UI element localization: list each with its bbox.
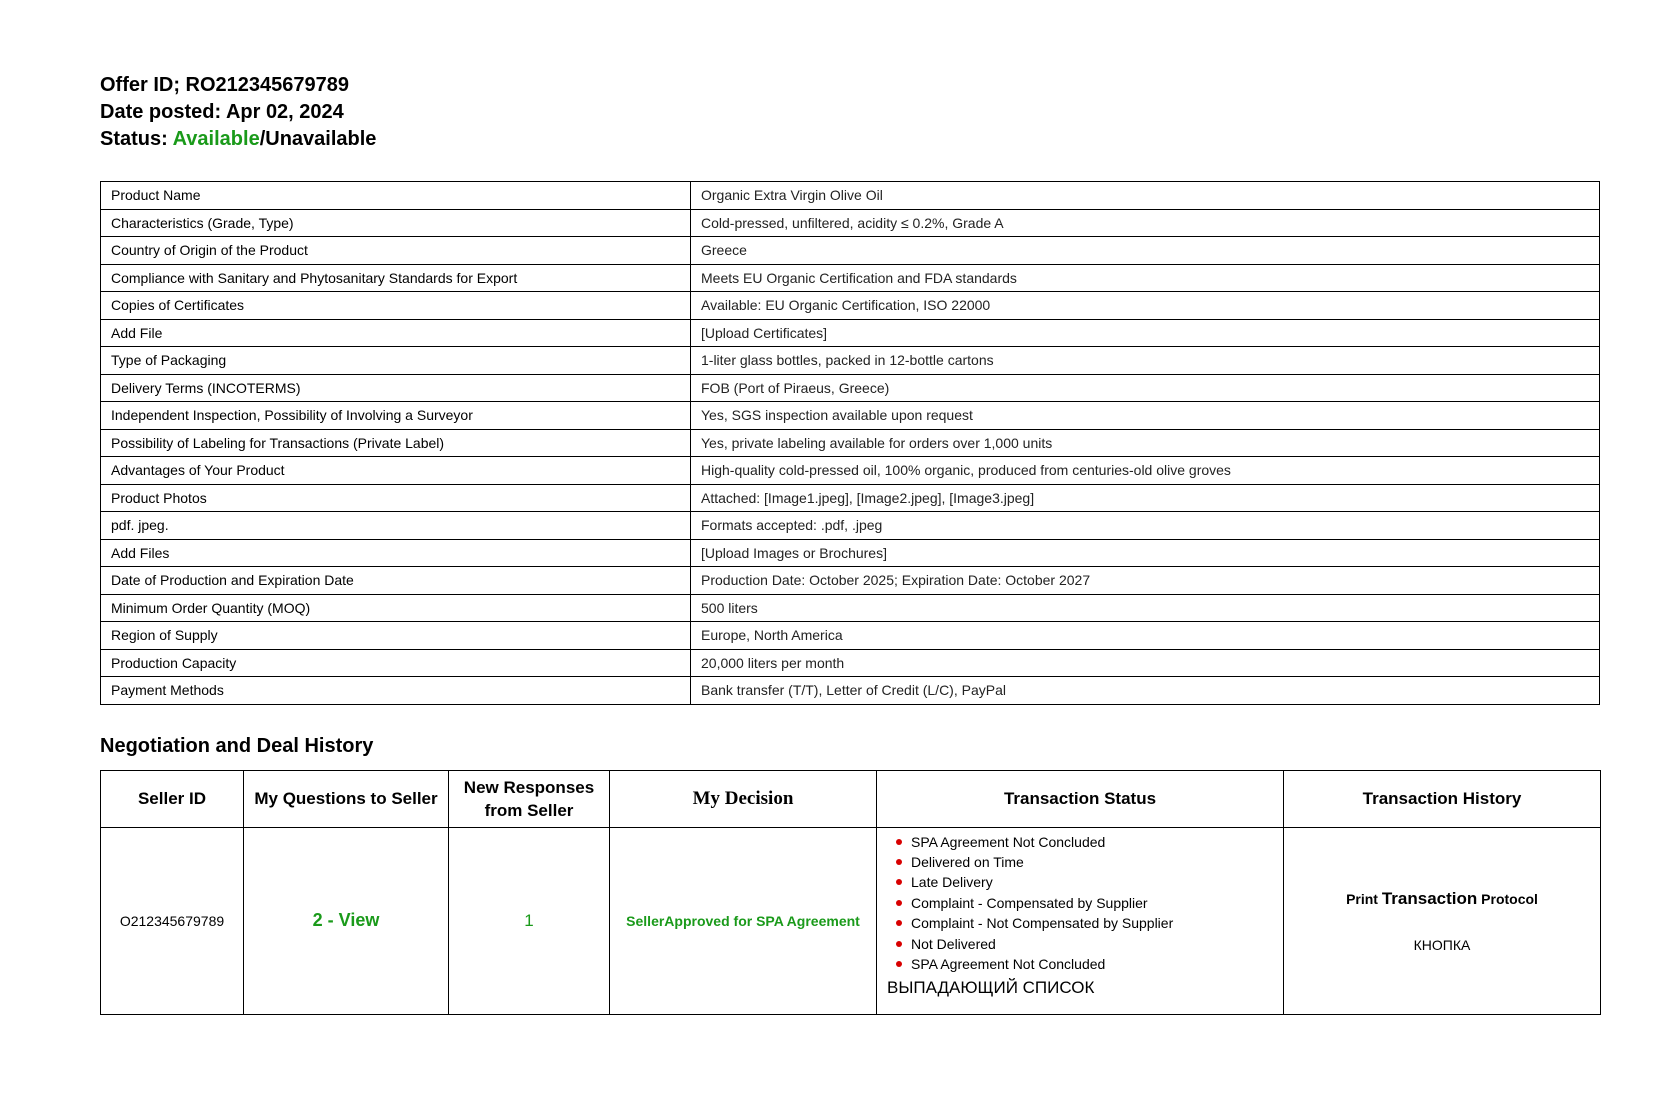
status-option[interactable] (911, 893, 1273, 913)
status-option-label: SPA Agreement Not Concluded (911, 955, 1106, 972)
spec-row (101, 567, 1600, 595)
status-option-label: SPA Agreement Not Concluded (911, 833, 1106, 850)
status-available[interactable]: Available (172, 128, 260, 150)
spec-label: Date of Production and Expiration Date (101, 567, 691, 595)
header-responses: New Responses from Seller (449, 770, 610, 827)
spec-row (101, 539, 1600, 567)
spec-label: Delivery Terms (INCOTERMS) (101, 374, 691, 402)
status-label: Status: (100, 128, 173, 150)
spec-value: [Upload Certificates] (691, 319, 1600, 347)
spec-row (101, 292, 1600, 320)
status-option[interactable] (911, 872, 1273, 892)
date-posted: Date posted: Apr 02, 2024 (100, 101, 344, 123)
status-unavailable[interactable]: /Unavailable (259, 128, 377, 150)
spec-row (101, 182, 1600, 210)
print-prefix: Print (1346, 890, 1378, 907)
offer-id: Offer ID; RO212345679789 (100, 74, 350, 96)
spec-value: Cold-pressed, unfiltered, acidity ≤ 0.2%, Grade A (691, 209, 1600, 237)
header-decision: My Decision (610, 770, 877, 827)
deal-header-row (101, 770, 1601, 827)
my-decision-cell: SellerApproved for SPA Agreement (610, 827, 877, 1014)
spec-value: Bank transfer (T/T), Letter of Credit (L/C), PayPal (691, 677, 1600, 705)
spec-row (101, 457, 1600, 485)
seller-id-cell: O212345679789 (101, 827, 244, 1014)
spec-label: Type of Packaging (101, 347, 691, 375)
spec-label: Minimum Order Quantity (MOQ) (101, 594, 691, 622)
spec-row (101, 347, 1600, 375)
spec-label: Characteristics (Grade, Type) (101, 209, 691, 237)
new-responses-count[interactable]: 1 (449, 827, 610, 1014)
status-option[interactable] (911, 913, 1273, 933)
spec-label: Copies of Certificates (101, 292, 691, 320)
button-note: КНОПКА (1413, 936, 1471, 953)
offer-status (100, 126, 1680, 153)
bullet-icon (896, 961, 902, 967)
spec-value: 20,000 liters per month (691, 649, 1600, 677)
spec-row (101, 374, 1600, 402)
spec-value: [Upload Images or Brochures] (691, 539, 1600, 567)
status-option[interactable] (911, 852, 1273, 872)
spec-row (101, 594, 1600, 622)
status-option-label: Delivered on Time (911, 853, 1024, 870)
spec-label: Compliance with Sanitary and Phytosanitary Standards for Export (101, 264, 691, 292)
spec-row (101, 237, 1600, 265)
spec-value: Europe, North America (691, 622, 1600, 650)
bullet-icon (896, 900, 902, 906)
print-suffix: Protocol (1481, 890, 1538, 907)
spec-label: Product Name (101, 182, 691, 210)
spec-value: 1-liter glass bottles, packed in 12-bottle cartons (691, 347, 1600, 375)
spec-row (101, 209, 1600, 237)
spec-value: Organic Extra Virgin Olive Oil (691, 182, 1600, 210)
spec-label: Region of Supply (101, 622, 691, 650)
questions-view-link[interactable]: 2 - View (244, 827, 449, 1014)
print-main: Transaction (1381, 888, 1478, 908)
bullet-icon (896, 879, 902, 885)
spec-value: Meets EU Organic Certification and FDA standards (691, 264, 1600, 292)
spec-row (101, 429, 1600, 457)
spec-value: Greece (691, 237, 1600, 265)
spec-label: Add File (101, 319, 691, 347)
print-protocol-button[interactable] (1285, 889, 1599, 909)
header-status: Transaction Status (877, 770, 1284, 827)
spec-value: Yes, private labeling available for orders over 1,000 units (691, 429, 1600, 457)
spec-label: pdf. jpeg. (101, 512, 691, 540)
bullet-icon (896, 839, 902, 845)
negotiation-title: Negotiation and Deal History (100, 734, 374, 757)
deal-row (101, 827, 1601, 1014)
status-option-label: Complaint - Compensated by Supplier (911, 894, 1148, 911)
status-option-label: Complaint - Not Compensated by Supplier (911, 915, 1174, 932)
bullet-icon (896, 941, 902, 947)
header-seller-id: Seller ID (101, 770, 244, 827)
spec-label: Product Photos (101, 484, 691, 512)
status-option[interactable] (911, 832, 1273, 852)
spec-label: Possibility of Labeling for Transactions (Private Label) (101, 429, 691, 457)
product-specs-table (100, 181, 1600, 705)
status-option-label: Late Delivery (911, 874, 993, 891)
spec-label: Independent Inspection, Possibility of Involving a Surveyor (101, 402, 691, 430)
spec-value: FOB (Port of Piraeus, Greece) (691, 374, 1600, 402)
status-option[interactable] (911, 954, 1273, 974)
transaction-status-cell (877, 827, 1284, 1014)
status-option-label: Not Delivered (911, 935, 996, 952)
spec-label: Country of Origin of the Product (101, 237, 691, 265)
spec-row (101, 677, 1600, 705)
transaction-history-cell (1284, 827, 1601, 1014)
spec-label: Add Files (101, 539, 691, 567)
spec-row (101, 484, 1600, 512)
spec-row (101, 264, 1600, 292)
spec-label: Advantages of Your Product (101, 457, 691, 485)
spec-value: 500 liters (691, 594, 1600, 622)
spec-row (101, 649, 1600, 677)
spec-label: Production Capacity (101, 649, 691, 677)
spec-row (101, 402, 1600, 430)
spec-label: Payment Methods (101, 677, 691, 705)
spec-value: Formats accepted: .pdf, .jpeg (691, 512, 1600, 540)
spec-value: Available: EU Organic Certification, ISO 22000 (691, 292, 1600, 320)
deal-history-table (100, 770, 1601, 1015)
bullet-icon (896, 859, 902, 865)
spec-value: High-quality cold-pressed oil, 100% organic, produced from centuries-old olive groves (691, 457, 1600, 485)
spec-value: Attached: [Image1.jpeg], [Image2.jpeg], [Image3.jpeg] (691, 484, 1600, 512)
transaction-status-list[interactable] (887, 832, 1273, 975)
header-questions: My Questions to Seller (244, 770, 449, 827)
header-history: Transaction History (1284, 770, 1601, 827)
spec-row (101, 319, 1600, 347)
bullet-icon (896, 920, 902, 926)
spec-row (101, 512, 1600, 540)
dropdown-note: ВЫПАДАЮЩИЙ СПИСОК (887, 978, 1095, 998)
spec-row (101, 622, 1600, 650)
status-option[interactable] (911, 934, 1273, 954)
spec-value: Yes, SGS inspection available upon request (691, 402, 1600, 430)
spec-value: Production Date: October 2025; Expiration Date: October 2027 (691, 567, 1600, 595)
